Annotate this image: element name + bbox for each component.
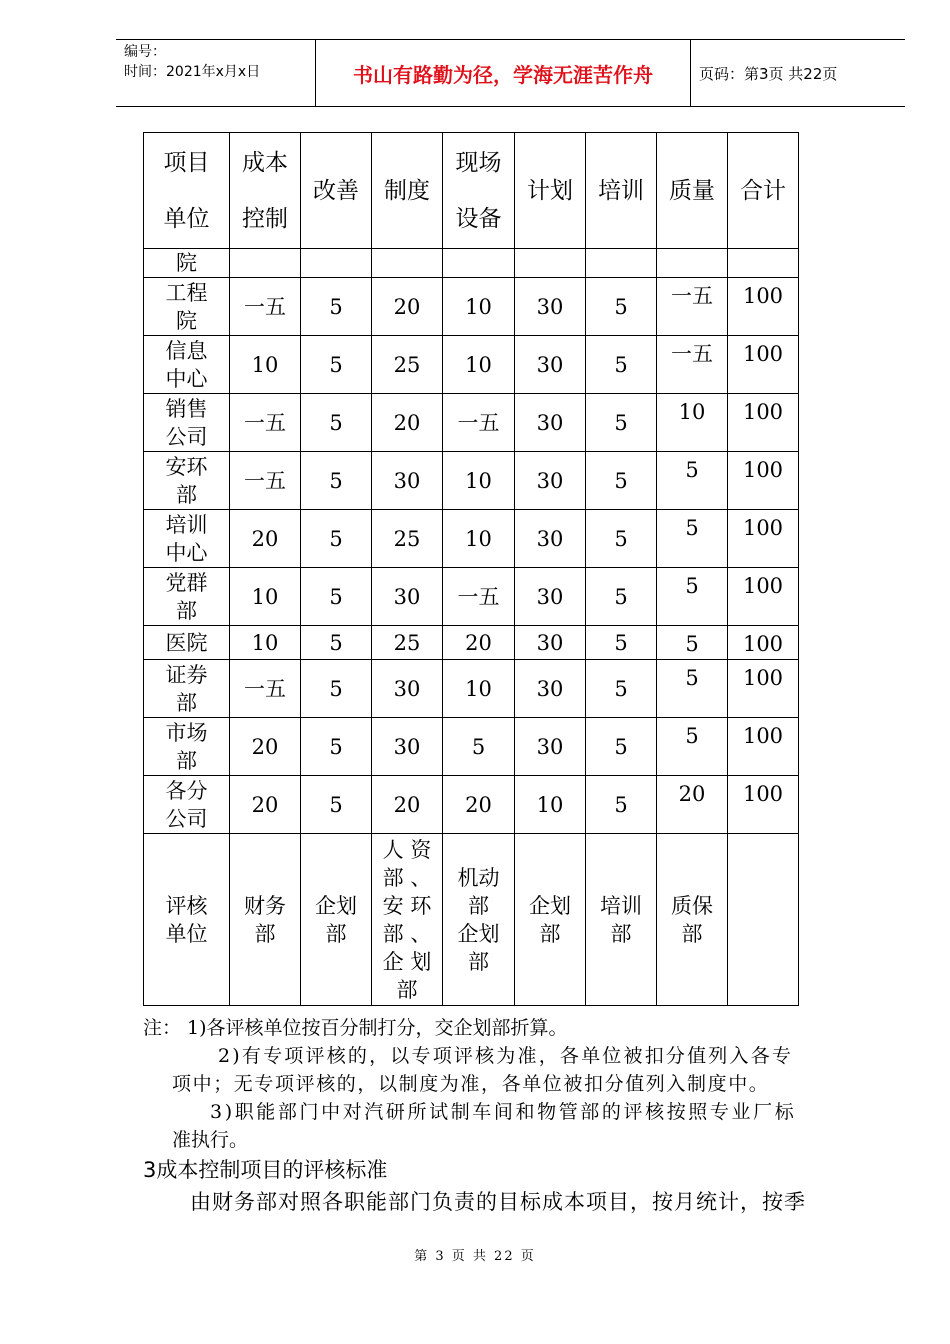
value-cell [515, 249, 586, 278]
value-cell [230, 249, 301, 278]
header-cell-unit: 项目 单位 [144, 133, 230, 249]
value-cell: 100 [728, 776, 799, 834]
eval-label-cell: 评核 单位 [144, 834, 230, 1006]
value-cell: 30 [372, 660, 443, 718]
table-row [144, 510, 799, 568]
value-cell: 10 [230, 336, 301, 394]
eval-unit-cell: 培训 部 [586, 834, 657, 1006]
value-cell: 20 [372, 394, 443, 452]
value-cell: 30 [515, 568, 586, 626]
value-cell: 一五 [657, 336, 728, 394]
header-cell-plan: 计划 [515, 133, 586, 249]
value-cell: 30 [515, 336, 586, 394]
value-cell: 20 [443, 776, 515, 834]
eval-unit-cell: 企划 部 [515, 834, 586, 1006]
eval-unit-cell [728, 834, 799, 1006]
value-cell: 5 [586, 568, 657, 626]
eval-unit-row [144, 834, 799, 1006]
value-cell: 5 [586, 452, 657, 510]
value-cell: 5 [586, 776, 657, 834]
value-cell [586, 249, 657, 278]
number-label: 编号： [124, 44, 166, 60]
value-cell: 20 [657, 776, 728, 834]
page-header [116, 39, 905, 107]
time-label: 时间：2021年x月x日 [124, 64, 261, 80]
value-cell: 5 [586, 394, 657, 452]
value-cell: 5 [657, 452, 728, 510]
unit-cell: 安环 部 [144, 452, 230, 510]
value-cell: 5 [586, 626, 657, 660]
header-cell-cost: 成本 控制 [230, 133, 301, 249]
value-cell [728, 249, 799, 278]
note-2-cont: 项中；无专项评核的，以制度为准，各单位被扣分值列入制度中。 [172, 1073, 770, 1095]
value-cell: 30 [515, 626, 586, 660]
value-cell: 10 [443, 510, 515, 568]
value-cell: 5 [657, 718, 728, 776]
table-row [144, 776, 799, 834]
value-cell: 10 [230, 626, 301, 660]
value-cell: 30 [372, 568, 443, 626]
value-cell: 5 [586, 718, 657, 776]
note-2: 2)有专项评核的，以专项评核为准，各单位被扣分值列入各专 [218, 1045, 794, 1067]
section-body: 由财务部对照各职能部门负责的目标成本项目，按月统计，按季 [190, 1190, 806, 1214]
value-cell: 100 [728, 452, 799, 510]
value-cell: 一五 [443, 568, 515, 626]
value-cell: 5 [586, 660, 657, 718]
unit-cell: 院 [144, 249, 230, 278]
eval-unit-cell: 企划 部 [301, 834, 372, 1006]
table-row [144, 336, 799, 394]
value-cell: 5 [301, 510, 372, 568]
value-cell: 5 [301, 394, 372, 452]
value-cell: 5 [301, 776, 372, 834]
header-cell-quality: 质量 [657, 133, 728, 249]
value-cell: 5 [301, 660, 372, 718]
header-cell-training: 培训 [586, 133, 657, 249]
value-cell: 5 [657, 568, 728, 626]
header-motto: 书山有路勤为径，学海无涯苦作舟 [353, 62, 653, 87]
value-cell [443, 249, 515, 278]
value-cell: 100 [728, 660, 799, 718]
section-title: 3成本控制项目的评核标准 [143, 1158, 388, 1182]
value-cell: 20 [443, 626, 515, 660]
value-cell: 5 [301, 278, 372, 336]
value-cell: 20 [230, 776, 301, 834]
value-cell: 20 [230, 510, 301, 568]
value-cell: 5 [586, 336, 657, 394]
table-row [144, 660, 799, 718]
note-3: 3)职能部门中对汽研所试制车间和物管部的评核按照专业厂标 [210, 1101, 797, 1123]
value-cell: 100 [728, 278, 799, 336]
assessment-table [143, 132, 799, 1006]
note-3-cont: 准执行。 [172, 1129, 249, 1151]
value-cell: 10 [657, 394, 728, 452]
value-cell: 30 [515, 278, 586, 336]
eval-unit-cell: 机动 部 企划 部 [443, 834, 515, 1006]
value-cell: 30 [515, 660, 586, 718]
header-meta [124, 42, 314, 82]
value-cell [301, 249, 372, 278]
value-cell: 10 [443, 278, 515, 336]
value-cell: 100 [728, 626, 799, 660]
unit-cell: 工程 院 [144, 278, 230, 336]
value-cell: 100 [728, 510, 799, 568]
value-cell: 5 [657, 626, 728, 660]
table-row [144, 718, 799, 776]
value-cell: 5 [443, 718, 515, 776]
value-cell: 100 [728, 718, 799, 776]
value-cell: 5 [301, 452, 372, 510]
value-cell: 25 [372, 510, 443, 568]
value-cell: 30 [372, 452, 443, 510]
value-cell: 一五 [657, 278, 728, 336]
header-cell-system: 制度 [372, 133, 443, 249]
value-cell [657, 249, 728, 278]
table-row [144, 394, 799, 452]
value-cell: 30 [372, 718, 443, 776]
value-cell: 30 [515, 510, 586, 568]
value-cell: 5 [586, 278, 657, 336]
value-cell: 一五 [230, 452, 301, 510]
table-row [144, 568, 799, 626]
note-1: 注： 1)各评核单位按百分制打分，交企划部折算。 [143, 1017, 568, 1039]
value-cell: 5 [301, 718, 372, 776]
eval-unit-cell: 财务 部 [230, 834, 301, 1006]
value-cell: 一五 [443, 394, 515, 452]
value-cell: 100 [728, 568, 799, 626]
header-page-info: 页码：第3页 共22页 [699, 64, 838, 83]
header-cell-equipment: 现场 设备 [443, 133, 515, 249]
unit-cell: 各分 公司 [144, 776, 230, 834]
header-cell-total: 合计 [728, 133, 799, 249]
value-cell: 10 [515, 776, 586, 834]
value-cell: 100 [728, 394, 799, 452]
table-row [144, 278, 799, 336]
value-cell: 5 [657, 660, 728, 718]
unit-cell: 市场 部 [144, 718, 230, 776]
unit-cell: 销售 公司 [144, 394, 230, 452]
table-header-row [144, 133, 799, 249]
unit-cell: 党群 部 [144, 568, 230, 626]
value-cell [372, 249, 443, 278]
value-cell: 20 [372, 776, 443, 834]
unit-cell: 证券 部 [144, 660, 230, 718]
value-cell: 5 [586, 510, 657, 568]
eval-unit-cell: 人 资 部 、 安 环 部 、 企 划 部 [372, 834, 443, 1006]
value-cell: 10 [443, 336, 515, 394]
table-row-partial [144, 249, 799, 278]
value-cell: 10 [443, 452, 515, 510]
value-cell: 30 [515, 718, 586, 776]
value-cell: 5 [301, 336, 372, 394]
value-cell: 5 [301, 626, 372, 660]
table-row [144, 626, 799, 660]
value-cell: 一五 [230, 394, 301, 452]
value-cell: 30 [515, 452, 586, 510]
header-divider [690, 40, 691, 106]
value-cell: 100 [728, 336, 799, 394]
value-cell: 一五 [230, 278, 301, 336]
eval-unit-cell: 质保 部 [657, 834, 728, 1006]
table-row [144, 452, 799, 510]
unit-cell: 培训 中心 [144, 510, 230, 568]
value-cell: 25 [372, 626, 443, 660]
value-cell: 20 [372, 278, 443, 336]
unit-cell: 信息 中心 [144, 336, 230, 394]
value-cell: 20 [230, 718, 301, 776]
value-cell: 5 [301, 568, 372, 626]
page-footer: 第 3 页 共 22 页 [414, 1249, 536, 1264]
value-cell: 25 [372, 336, 443, 394]
value-cell: 10 [230, 568, 301, 626]
header-cell-improve: 改善 [301, 133, 372, 249]
value-cell: 5 [657, 510, 728, 568]
value-cell: 一五 [230, 660, 301, 718]
unit-cell: 医院 [144, 626, 230, 660]
value-cell: 30 [515, 394, 586, 452]
value-cell: 10 [443, 660, 515, 718]
